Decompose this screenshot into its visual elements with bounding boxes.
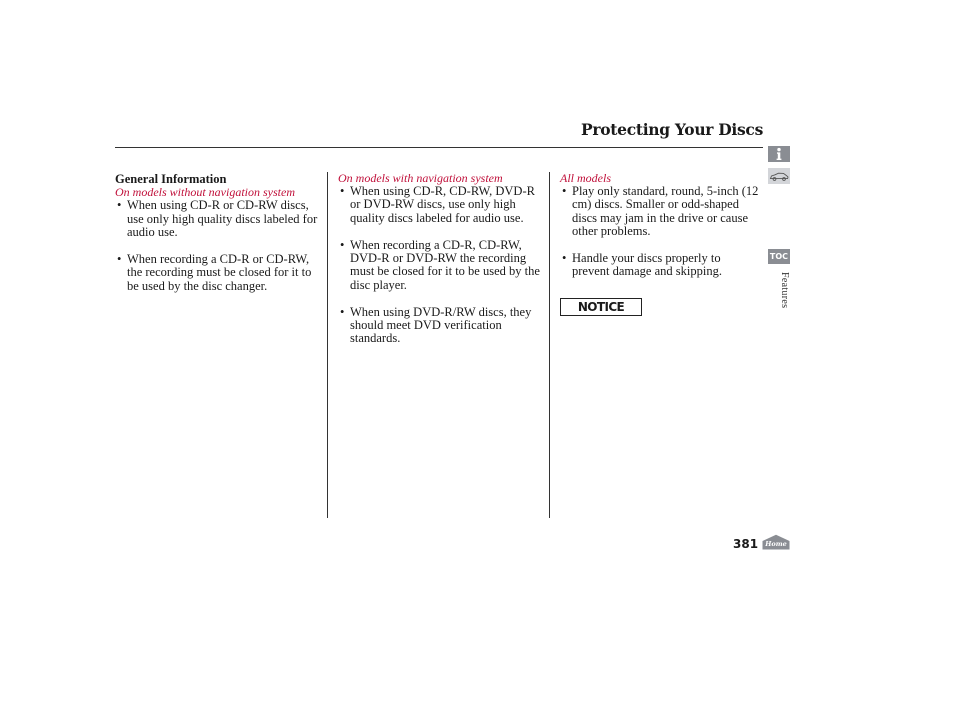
toc-label: TOC: [769, 252, 789, 261]
list-item: • Handle your discs properly to prevent damage and skipping.: [560, 252, 760, 279]
column-all-models: [560, 172, 760, 316]
column-navigation-models: [338, 172, 544, 359]
home-button[interactable]: [762, 534, 790, 550]
car-icon: [768, 168, 790, 184]
list-item: • Play only standard, round, 5-inch (12 cm) discs. Smaller or odd-shaped discs may jam in the drive or cause other problems.: [560, 185, 760, 239]
model-note: On models with navigation system: [338, 171, 503, 185]
column-general-information: [115, 172, 325, 307]
list-item: • When recording a CD-R or CD-RW, the recording must be closed for it to be used by the disc changer.: [115, 253, 325, 293]
home-icon: [762, 534, 790, 550]
info-icon: [768, 146, 790, 162]
list-item: • When using CD-R or CD-RW discs, use only high quality discs labeled for audio use.: [115, 199, 325, 239]
page-number: 381: [733, 537, 759, 551]
toc-button[interactable]: [768, 249, 790, 264]
model-note: On models without navigation system: [115, 185, 295, 200]
info-button[interactable]: [768, 146, 790, 162]
section-tab-label: Features: [779, 272, 790, 309]
title-rule: [115, 147, 763, 148]
page-title: Protecting Your Discs: [581, 120, 763, 139]
list-item: • When using CD-R, CD-RW, DVD-R or DVD-RW discs, use only high quality discs labeled for audio use.: [338, 185, 544, 225]
car-button[interactable]: [768, 168, 790, 184]
bullet-list: [338, 185, 544, 346]
section-heading: General Information: [115, 172, 227, 186]
model-note: All models: [560, 171, 611, 185]
bullet-list: [115, 199, 325, 293]
list-item: • When using DVD-R/RW discs, they should meet DVD verification standards.: [338, 306, 544, 346]
bullet-list: [560, 185, 760, 279]
column-divider: [549, 172, 550, 518]
notice-badge: NOTICE: [560, 298, 642, 316]
column-divider: [327, 172, 328, 518]
list-item: • When recording a CD-R, CD-RW, DVD-R or DVD-RW the recording must be closed for it to be used by the disc player.: [338, 239, 544, 293]
home-label: Home: [765, 540, 787, 548]
